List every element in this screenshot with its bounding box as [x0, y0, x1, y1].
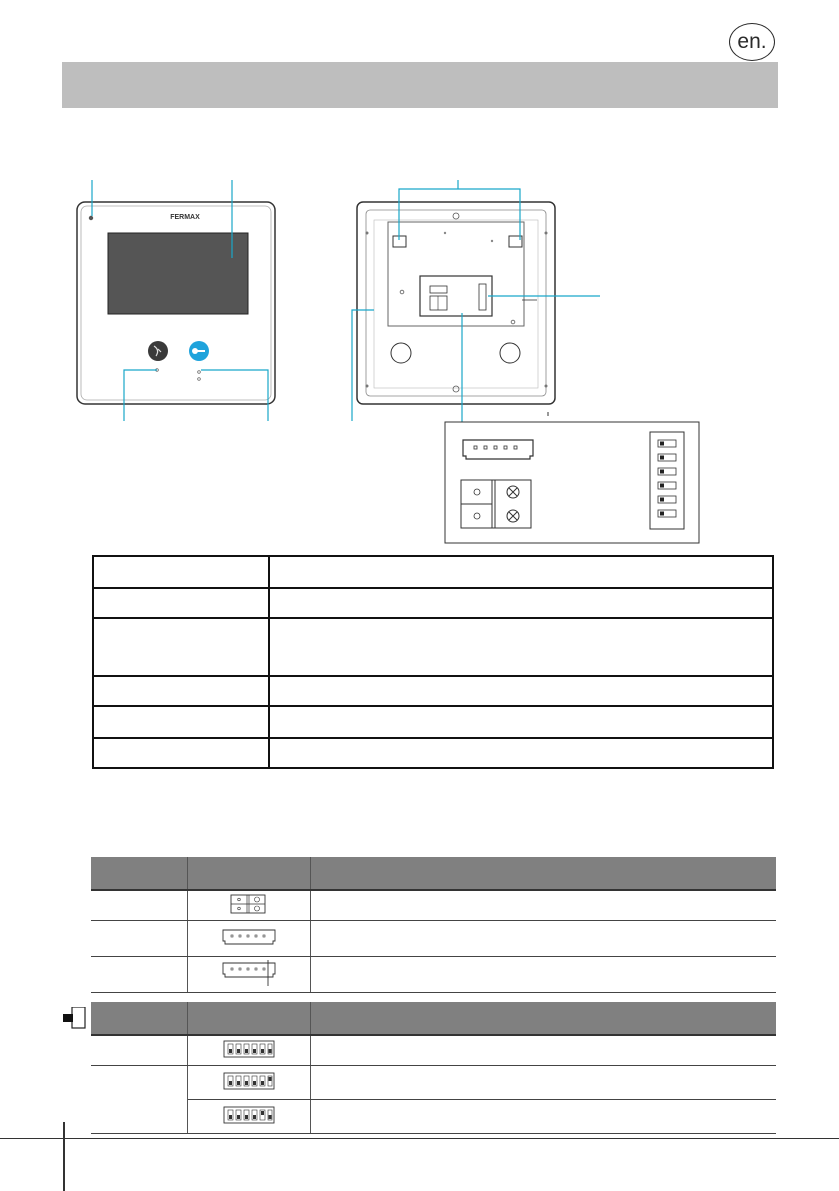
table-row: [91, 956, 776, 992]
parts-table: [92, 555, 774, 769]
column-header: [188, 1002, 311, 1035]
table-row: [93, 676, 773, 706]
column-header: [311, 857, 777, 890]
connector-description: [311, 956, 777, 992]
dip-setting-name: [91, 1065, 188, 1133]
column-header: [91, 857, 188, 890]
display-screen: [108, 233, 248, 314]
footer-divider: [0, 1138, 839, 1139]
terminal-block-icon: [229, 893, 269, 915]
five-pin-connector-jumper-icon: [221, 960, 277, 986]
table-row: [93, 588, 773, 618]
dip-switch-icon: [223, 1072, 275, 1090]
table-row: [91, 1065, 776, 1099]
part-label: [93, 676, 269, 706]
part-label: [93, 618, 269, 676]
part-label: [93, 556, 269, 588]
part-description: [269, 738, 773, 768]
part-description: [269, 618, 773, 676]
part-label: [93, 706, 269, 738]
connector-description: [311, 920, 777, 956]
dip-setting-name: [91, 1035, 188, 1065]
column-header: [311, 1002, 777, 1035]
language-badge: en.: [729, 23, 775, 61]
five-pin-connector-icon: [221, 927, 277, 947]
connector-name: [91, 920, 188, 956]
dip-switch-table: [91, 1002, 776, 1134]
table-row: [93, 738, 773, 768]
part-description: [269, 588, 773, 618]
dip-setting-description: [311, 1035, 777, 1065]
column-header: [188, 857, 311, 890]
table-row: [91, 920, 776, 956]
table-row: [91, 1035, 776, 1065]
monitor-back-view: [352, 180, 600, 423]
part-label: [93, 588, 269, 618]
part-description: [269, 676, 773, 706]
table-row: [93, 556, 773, 588]
led-indicator-icon: [89, 216, 93, 220]
table-row: [93, 706, 773, 738]
part-description: [269, 556, 773, 588]
table-row: [91, 1099, 776, 1133]
table-row: [93, 618, 773, 676]
part-description: [269, 706, 773, 738]
connector-detail-zoom: [445, 412, 699, 543]
table-row: [91, 890, 776, 920]
connector-name: [91, 890, 188, 920]
monitor-diagram: [0, 0, 839, 560]
dip-switch-marker-icon: [52, 1007, 88, 1029]
connector-description: [311, 890, 777, 920]
connectors-table: [91, 857, 776, 993]
brand-logo: FERMAX: [170, 214, 200, 221]
connector-name: [91, 956, 188, 992]
column-header: [91, 1002, 188, 1035]
monitor-front-view: [77, 180, 275, 421]
dip-switch-icon: [223, 1040, 275, 1058]
dip-setting-description: [311, 1065, 777, 1099]
part-label: [93, 738, 269, 768]
dip-setting-description: [311, 1099, 777, 1133]
dip-switch-icon: [223, 1106, 275, 1124]
footer-margin-rule: [63, 1122, 65, 1191]
